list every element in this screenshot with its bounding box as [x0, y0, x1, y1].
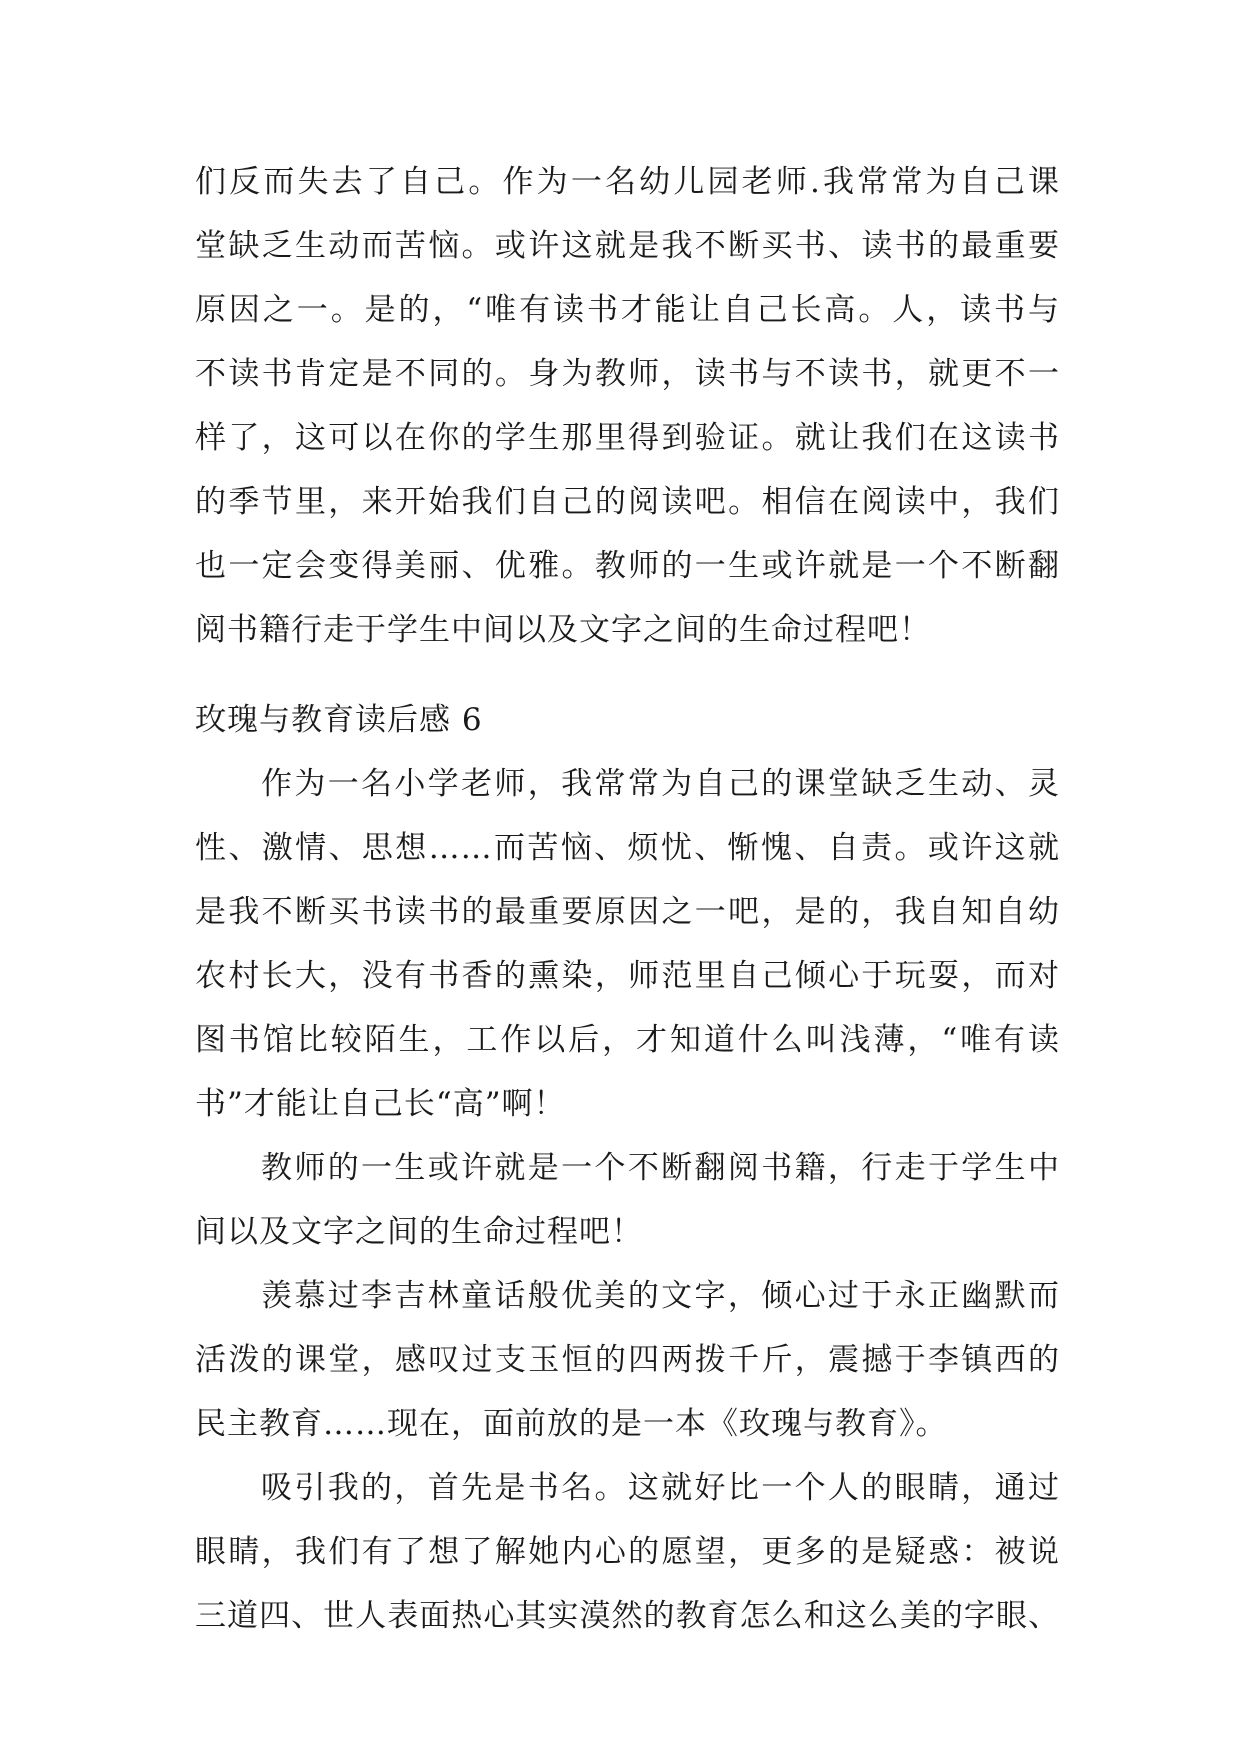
text-line: 图书馆比较陌生，工作以后，才知道什么叫浅薄，“唯有读	[195, 1022, 1060, 1058]
text-line: 书”才能让自己长“高”啊！	[195, 1086, 566, 1122]
text-line: 性、激情、思想……而苦恼、烦忧、惭愧、自责。或许这就	[195, 830, 1060, 866]
top-paragraph	[195, 150, 1060, 662]
text-line: 也一定会变得美丽、优雅。教师的一生或许就是一个不断翻	[195, 548, 1060, 584]
paragraph-2	[195, 1136, 1060, 1264]
text-line: 原因之一。是的，“唯有读书才能让自己长高。人，读书与	[195, 292, 1060, 328]
text-line: 吸引我的，首先是书名。这就好比一个人的眼睛，通过	[261, 1470, 1060, 1506]
text-line: 农村长大，没有书香的熏染，师范里自己倾心于玩耍，而对	[195, 958, 1060, 994]
text-line: 间以及文字之间的生命过程吧！	[195, 1214, 643, 1250]
text-line: 阅书籍行走于学生中间以及文字之间的生命过程吧！	[195, 612, 931, 648]
section-title-block	[195, 688, 1060, 752]
text-line: 作为一名小学老师，我常常为自己的课堂缺乏生动、灵	[261, 766, 1060, 802]
text-line: 们反而失去了自己。作为一名幼儿园老师.我常常为自己课	[195, 164, 1060, 200]
paragraph-1	[195, 752, 1060, 1136]
text-line: 的季节里，来开始我们自己的阅读吧。相信在阅读中，我们	[195, 484, 1060, 520]
text-line: 眼睛，我们有了想了解她内心的愿望，更多的是疑惑：被说	[195, 1534, 1060, 1570]
text-line: 是我不断买书读书的最重要原因之一吧，是的，我自知自幼	[195, 894, 1060, 930]
paragraph-4	[195, 1456, 1060, 1648]
text-line: 样了，这可以在你的学生那里得到验证。就让我们在这读书	[195, 420, 1060, 456]
text-line: 不读书肯定是不同的。身为教师，读书与不读书，就更不一	[195, 356, 1060, 392]
text-line: 活泼的课堂，感叹过支玉恒的四两拨千斤，震撼于李镇西的	[195, 1342, 1060, 1378]
section-title: 玫瑰与教育读后感 6	[195, 702, 483, 738]
paragraph-3	[195, 1264, 1060, 1456]
text-line: 民主教育……现在，面前放的是一本《玫瑰与教育》。	[195, 1406, 948, 1442]
text-line: 堂缺乏生动而苦恼。或许这就是我不断买书、读书的最重要	[195, 228, 1060, 264]
text-line: 三道四、世人表面热心其实漠然的教育怎么和这么美的字眼、	[195, 1598, 1060, 1634]
text-line: 教师的一生或许就是一个不断翻阅书籍，行走于学生中	[261, 1150, 1060, 1186]
text-line: 羡慕过李吉林童话般优美的文字，倾心过于永正幽默而	[261, 1278, 1060, 1314]
